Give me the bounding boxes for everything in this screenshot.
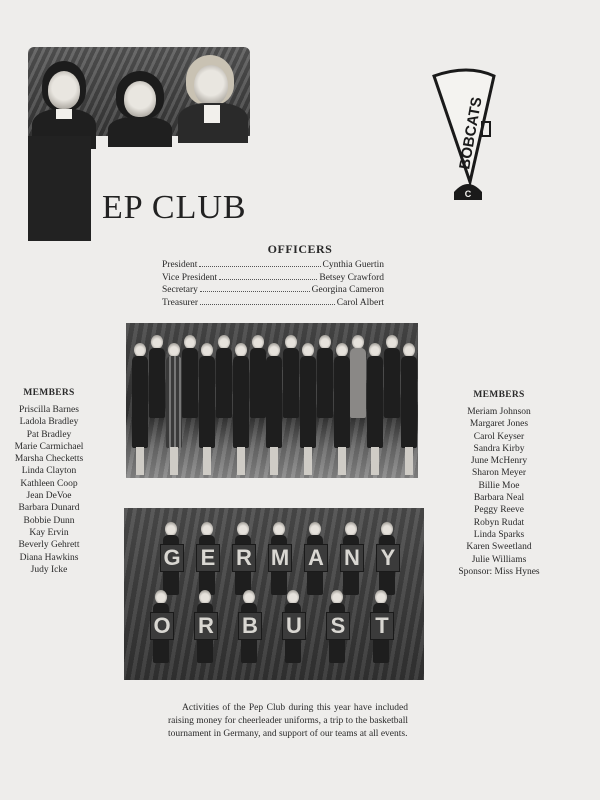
- member-name: Marsha Checketts: [14, 454, 84, 465]
- member-name: Margaret Jones: [469, 419, 529, 430]
- member-name: Bobbie Dunn: [23, 515, 75, 526]
- members-heading: MEMBERS: [473, 390, 525, 400]
- members-list-right: [448, 406, 550, 578]
- sign-letter: M: [268, 544, 292, 572]
- member-name: Julie Williams: [471, 554, 527, 565]
- sign-letter: T: [370, 612, 394, 640]
- sponsor-name: Sponsor: Miss Hynes: [458, 566, 540, 577]
- member-name: June McHenry: [470, 456, 528, 467]
- member-name: Sandra Kirby: [473, 443, 525, 454]
- officer-name: Betsey Crawford: [319, 272, 384, 283]
- sign-letter: B: [238, 612, 262, 640]
- bobcats-pennant: [428, 64, 508, 214]
- dot-leader: [199, 266, 320, 267]
- dot-leader: [200, 291, 310, 292]
- sign-letter: A: [304, 544, 328, 572]
- member-name: Jean DeVoe: [26, 491, 72, 502]
- p-letter-photo: [28, 47, 250, 136]
- caption-paragraph: Activities of the Pep Club during this year have included raising money for cheerleader uniforms, a trip to the basketball tournament in Germany, and support of our teams at all events.: [168, 703, 408, 739]
- sign-letter: R: [194, 612, 218, 640]
- member-name: Diana Hawkins: [19, 552, 79, 563]
- member-name: Barbara Dunard: [18, 503, 80, 514]
- officer-name: Cynthia Guertin: [322, 260, 384, 270]
- member-name: Priscilla Barnes: [19, 405, 79, 415]
- members-list-left: [8, 404, 90, 576]
- officers-list: [162, 260, 384, 310]
- sign-letter: S: [326, 612, 350, 640]
- member-name: Linda Clayton: [21, 466, 77, 477]
- member-name: Barbara Neal: [473, 493, 525, 504]
- page-title: EP CLUB: [102, 188, 247, 226]
- officer-row: [162, 298, 384, 311]
- pennant-text: BOBCATS: [456, 95, 486, 171]
- members-heading: MEMBERS: [23, 388, 75, 398]
- member-name: Linda Sparks: [473, 529, 525, 540]
- sign-letter: O: [150, 612, 174, 640]
- member-name: Karen Sweetland: [466, 542, 532, 553]
- officer-role: Vice President: [162, 272, 218, 283]
- group-photo-germany-or-bust: [124, 508, 424, 680]
- sign-letter: Y: [376, 544, 400, 572]
- officer-name: Carol Albert: [336, 297, 384, 308]
- member-name: Peggy Reeve: [474, 505, 524, 516]
- member-name: Robyn Rudat: [473, 517, 525, 528]
- sign-letter: U: [282, 612, 306, 640]
- sign-letter: N: [340, 544, 364, 572]
- sign-letter: E: [196, 544, 220, 572]
- officer-name: Georgina Cameron: [311, 285, 384, 295]
- p-letter-photo-stem: [28, 136, 91, 241]
- member-name: Ladola Bradley: [19, 417, 79, 428]
- group-photo-standing: [126, 323, 418, 478]
- member-name: Sharon Meyer: [471, 468, 527, 479]
- members-left-column: [8, 388, 90, 576]
- officer-row: [162, 285, 384, 298]
- member-name: Kathleen Coop: [20, 478, 78, 489]
- sign-letter: G: [160, 544, 184, 572]
- member-name: Judy Icke: [30, 564, 68, 575]
- officers-heading: OFFICERS: [267, 242, 333, 256]
- dot-leader: [219, 279, 317, 280]
- sign-letter: R: [232, 544, 256, 572]
- officer-role: Treasurer: [162, 297, 199, 308]
- member-name: Billie Moe: [478, 480, 520, 491]
- member-name: Meriam Johnson: [467, 407, 531, 417]
- member-name: Beverly Gehrett: [18, 540, 80, 551]
- officer-role: President: [162, 260, 198, 270]
- member-name: Kay Ervin: [29, 527, 69, 538]
- member-name: Marie Carmichael: [14, 441, 84, 452]
- member-name: Pat Bradley: [26, 429, 72, 440]
- officer-row: [162, 260, 384, 273]
- officer-row: [162, 273, 384, 286]
- pennant-emblem: C: [464, 189, 472, 199]
- member-name: Carol Keyser: [473, 431, 525, 442]
- members-right-column: [448, 390, 550, 578]
- dot-leader: [200, 304, 335, 305]
- officer-role: Secretary: [162, 285, 198, 295]
